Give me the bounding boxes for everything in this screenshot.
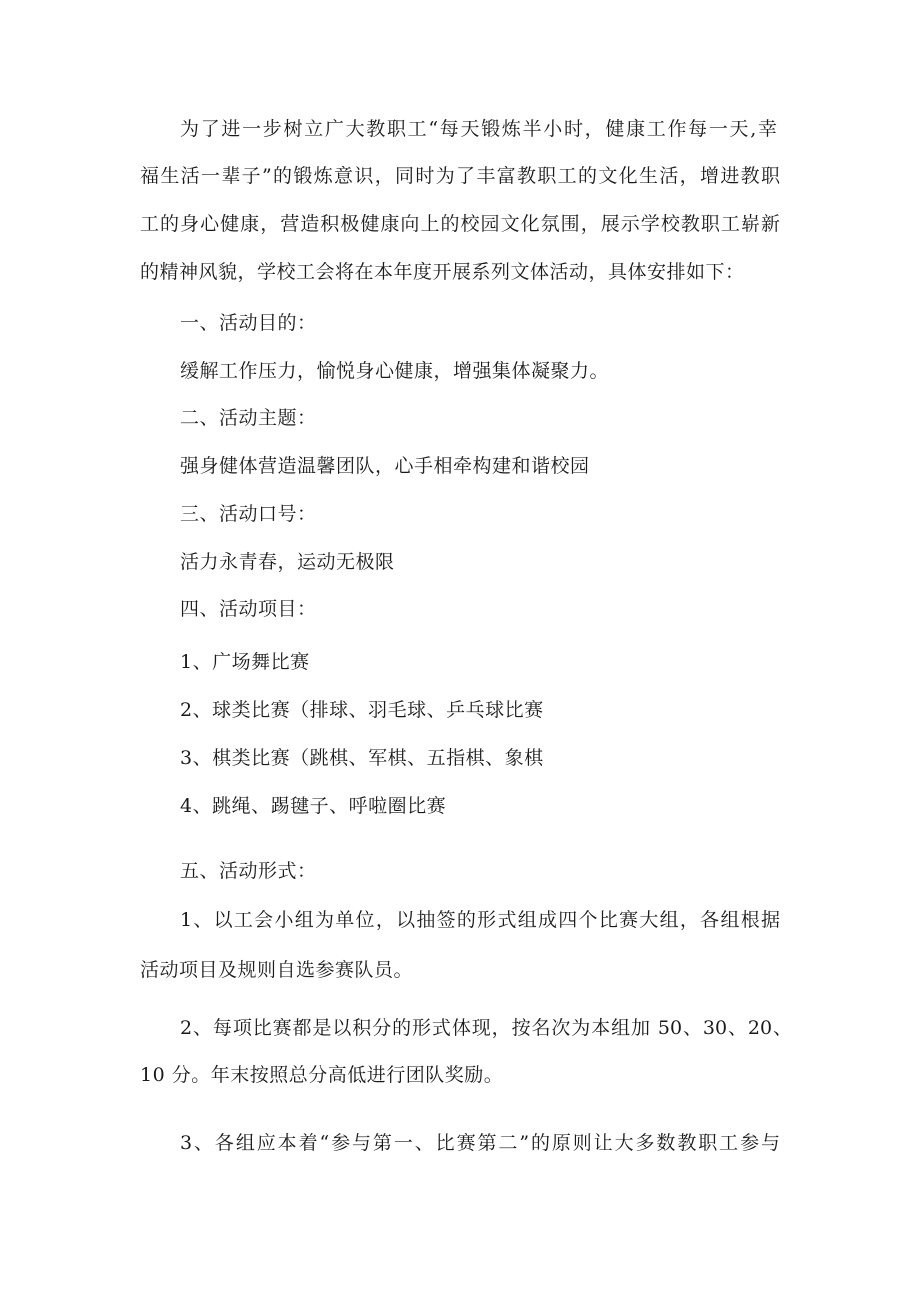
section5-paragraph1-line1: 1、以工会小组为单位，以抽签的形式组成四个比赛大组，各组根据 (180, 909, 780, 931)
section5-heading: 五、活动形式： (180, 860, 317, 882)
intro-line-1: 为了进一步树立广大教职工“每天锻炼半小时，健康工作每一天,幸 (180, 118, 777, 140)
section5-paragraph2-line1: 2、每项比赛都是以积分的形式体现，按名次为本组加 50、30、20、 (180, 1017, 792, 1039)
section3-heading: 三、活动口号： (180, 503, 317, 525)
section4-item: 4、跳绳、踢毽子、呼啦圈比赛 (180, 795, 447, 817)
section4-item: 3、棋类比赛（跳棋、军棋、五指棋、象棋 (180, 747, 544, 769)
section1-heading: 一、活动目的： (180, 312, 317, 334)
intro-line-4: 的精神风貌，学校工会将在本年度开展系列文体活动，具体安排如下： (140, 261, 745, 283)
section4-item: 1、广场舞比赛 (180, 651, 310, 673)
section5-paragraph1-line2: 活动项目及规则自选参赛队员。 (140, 959, 414, 981)
section4-heading: 四、活动项目： (180, 598, 317, 620)
intro-line-3: 工的身心健康，营造积极健康向上的校园文化氛围，展示学校教职工崭新 (140, 213, 780, 235)
intro-line-2: 福生活一辈子”的锻炼意识，同时为了丰富教职工的文化生活，增进教职 (140, 165, 780, 187)
section3-content: 活力永青春，运动无极限 (180, 551, 395, 573)
section2-content: 强身健体营造温馨团队，心手相牵构建和谐校园 (180, 455, 590, 477)
section5-paragraph2-line2: 10 分。年末按照总分高低进行团队奖励。 (140, 1064, 504, 1086)
section2-heading: 二、活动主题： (180, 407, 317, 429)
section5-paragraph3-line1: 3、各组应本着“参与第一、比赛第二”的原则让大多数教职工参与 (180, 1132, 780, 1154)
section1-content: 缓解工作压力，愉悦身心健康，增强集体凝聚力。 (180, 360, 610, 382)
section4-item: 2、球类比赛（排球、羽毛球、乒乓球比赛 (180, 699, 544, 721)
